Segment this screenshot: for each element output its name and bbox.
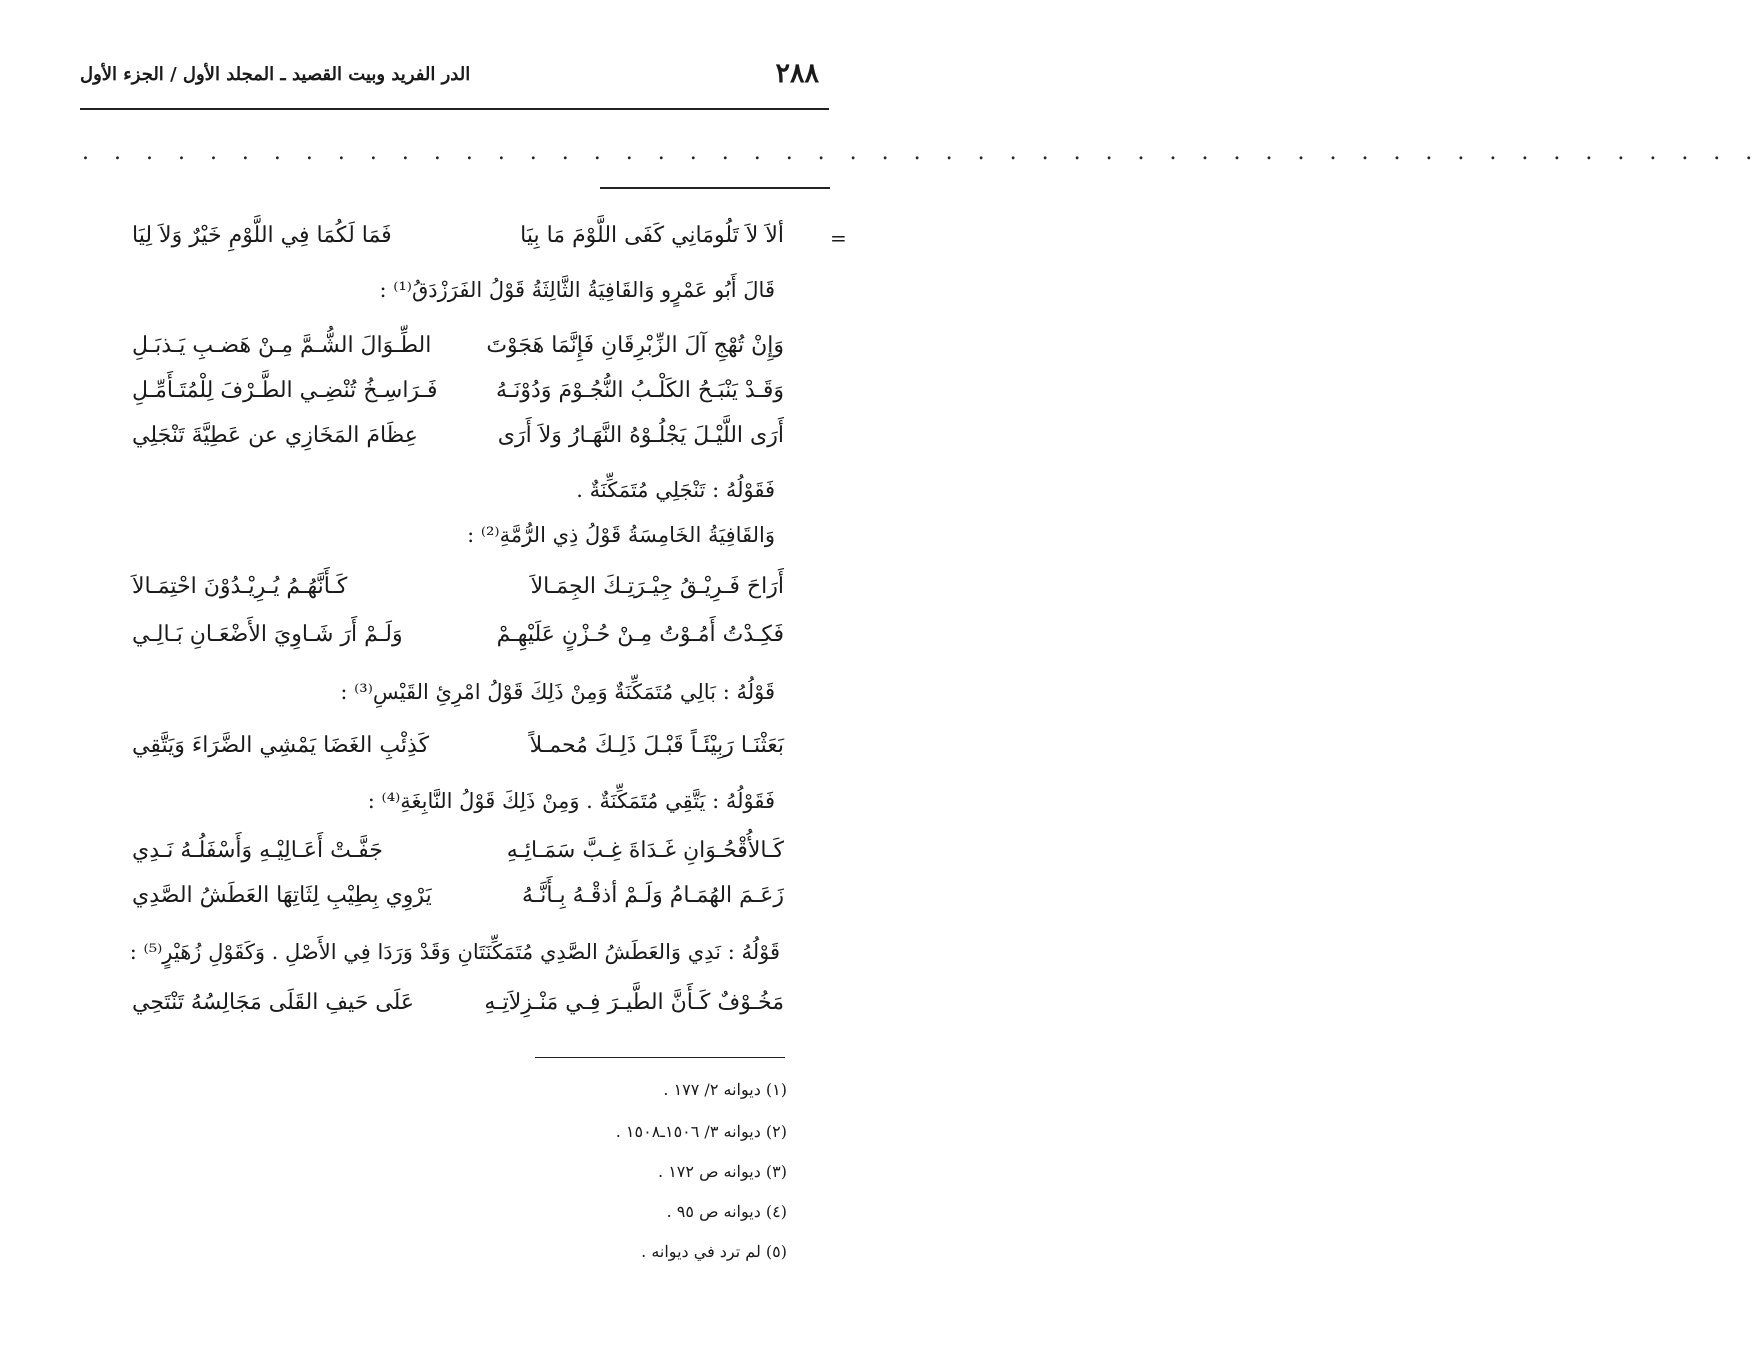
footnote: (٢) ديوانه ٣/ ١٥٠٦ـ١٥٠٨ . [615,1122,787,1141]
footnote: (١) ديوانه ٢/ ١٧٧ . [663,1080,787,1099]
verse-second-hemistich: عَلَى حَيفِ القَلَى مَجَالِسُهُ تَنْتَحِي [132,990,415,1015]
verse-first-hemistich: بَعَثْنَـا رَبِيْئَـاً قَبْـلَ ذَلِـكَ مُحمـلاً [529,733,784,758]
page-number: ٢٨٨ [775,58,819,89]
section-rule [600,187,830,189]
verse-line [132,378,784,418]
verse-first-hemistich: فَكِـدْتُ أَمُـوْتُ مِـنْ حُـزْنٍ عَلَيْهِـمْ [496,622,784,647]
verse-line [132,622,784,662]
verse-line [132,990,784,1030]
verse-second-hemistich: فَـرَاسِـخُ تُنْضِـي الطَّـرْفَ لِلْمُتَـأَمِّـلِ [132,378,438,403]
verse-second-hemistich: كَـأَنَّهُـمُ يُـرِيْـدُوْنَ احْتِمَـالاَ [132,574,348,599]
verse-line [132,733,784,773]
prose-paragraph: قَالَ أَبُو عَمْرٍو وَالقَافِيَةُ الثَّالِثَةُ قَوْلُ الفَرَزْدَقُ⁽¹⁾ : [379,278,775,302]
verse-line [132,838,784,878]
prose-paragraph: وَالقَافِيَةُ الخَامِسَةُ قَوْلُ ذِي الرُّمَّةِ⁽²⁾ : [467,523,775,547]
verse-second-hemistich: الطِّـوَالَ الشُّـمَّ مِـنْ هَضـبِ يَـذبَـلِ [132,333,432,358]
footnote: (٥) لم ترد في ديوانه . [641,1242,787,1261]
prose-paragraph: قَوْلُهُ : نَدِي وَالعَطَشُ الصَّدِي مُتَمَكِّنَتَانِ وَقَدْ وَرَدَا فِي الأَصْلِ . وَكَقَوْلِ زُهَيْرٍ⁽⁵⁾ : [129,940,780,964]
verse-first-hemistich: ألاَ لاَ تَلُومَانِي كَفَى اللَّوْمَ مَا بِيَا [520,223,784,248]
verse-first-hemistich: أَرَى اللَّيْـلَ يَجْلُـوْهُ النَّهَـارُ وَلاَ أَرَى [497,423,784,448]
verse-line [132,223,784,263]
footnote: (٤) ديوانه ص ٩٥ . [666,1202,787,1221]
footnote-rule [535,1057,785,1058]
verse-line [132,423,784,463]
continuation-marker: = [830,226,847,250]
verse-second-hemistich: وَلَـمْ أَرَ شَـاوِيَ الأَضْعَـانِ بَـالِـي [132,622,403,647]
verse-second-hemistich: فَمَا لَكُمَا فِي اللَّوْمِ خَيْرٌ وَلاَ لِيَا [132,223,392,248]
running-title: الدر الفريد وبيت القصيد ـ المجلد الأول / الجزء الأول [80,64,471,85]
verse-first-hemistich: أَرَاحَ فَـرِيْـقُ جِيْـرَتِـكَ الجِمَـالاَ [530,574,784,599]
verse-second-hemistich: كَذِئْبِ الغَضَا يَمْشِي الضَّرَاءَ وَيَتَّقِي [132,733,430,758]
verse-second-hemistich: جَفَّـتْ أَعَـالِيْـهِ وَأَسْفَلُـهُ نَـدِي [132,838,383,863]
footnote: (٣) ديوانه ص ١٧٢ . [658,1162,787,1181]
header-rule [80,108,829,110]
prose-paragraph: فَقَوْلُهُ : تَنْجَلِي مُتَمَكِّنَةٌ . [576,478,775,502]
verse-line [132,574,784,614]
verse-line [132,333,784,373]
verse-first-hemistich: كَـالأُقْحُـوَانِ غَـدَاةَ غِـبَّ سَمَـائِـهِ [506,838,784,863]
prose-paragraph: فَقَوْلُهُ : يَتَّقِي مُتَمَكِّنَةٌ . وَمِنْ ذَلِكَ قَوْلُ النَّابِغَةِ⁽⁴⁾ : [367,789,775,813]
separator-dots: . . . . . . . . . . . . . . . . . . . . . . . . . . . . . . . . . . . . . . . . . . . . . . . . . . . . . [82,140,1761,165]
verse-first-hemistich: زَعَـمَ الهُمَـامُ وَلَـمْ أذقْـهُ بِـأَنَّـهُ [522,883,784,908]
prose-paragraph: قَوْلُهُ : بَالِي مُتَمَكِّنَةٌ وَمِنْ ذَلِكَ قَوْلُ امْرِئِ القَيْسِ⁽³⁾ : [340,680,775,704]
verse-line [132,883,784,923]
verse-first-hemistich: مَخُـوْفٌ كَـأَنَّ الطَّيـرَ فِـي مَنْـزِلاَتِـهِ [484,990,784,1015]
verse-second-hemistich: عِظَامَ المَخَازِي عن عَطِيَّةَ تَنْجَلِي [132,423,418,448]
verse-first-hemistich: وَإِنْ تُهْجِ آلَ الزِّبْرِقَانِ فَإِنَّمَا هَجَوْتَ [486,333,784,358]
verse-first-hemistich: وَقَـدْ يَنْبَـحُ الكَلْـبُ النُّجُـوْمَ وَدُوْنَـهُ [496,378,784,403]
verse-second-hemistich: يَرْوِي بِطِيْبِ لِثَاتِهَا العَطَشُ الصَّدِي [132,883,432,908]
